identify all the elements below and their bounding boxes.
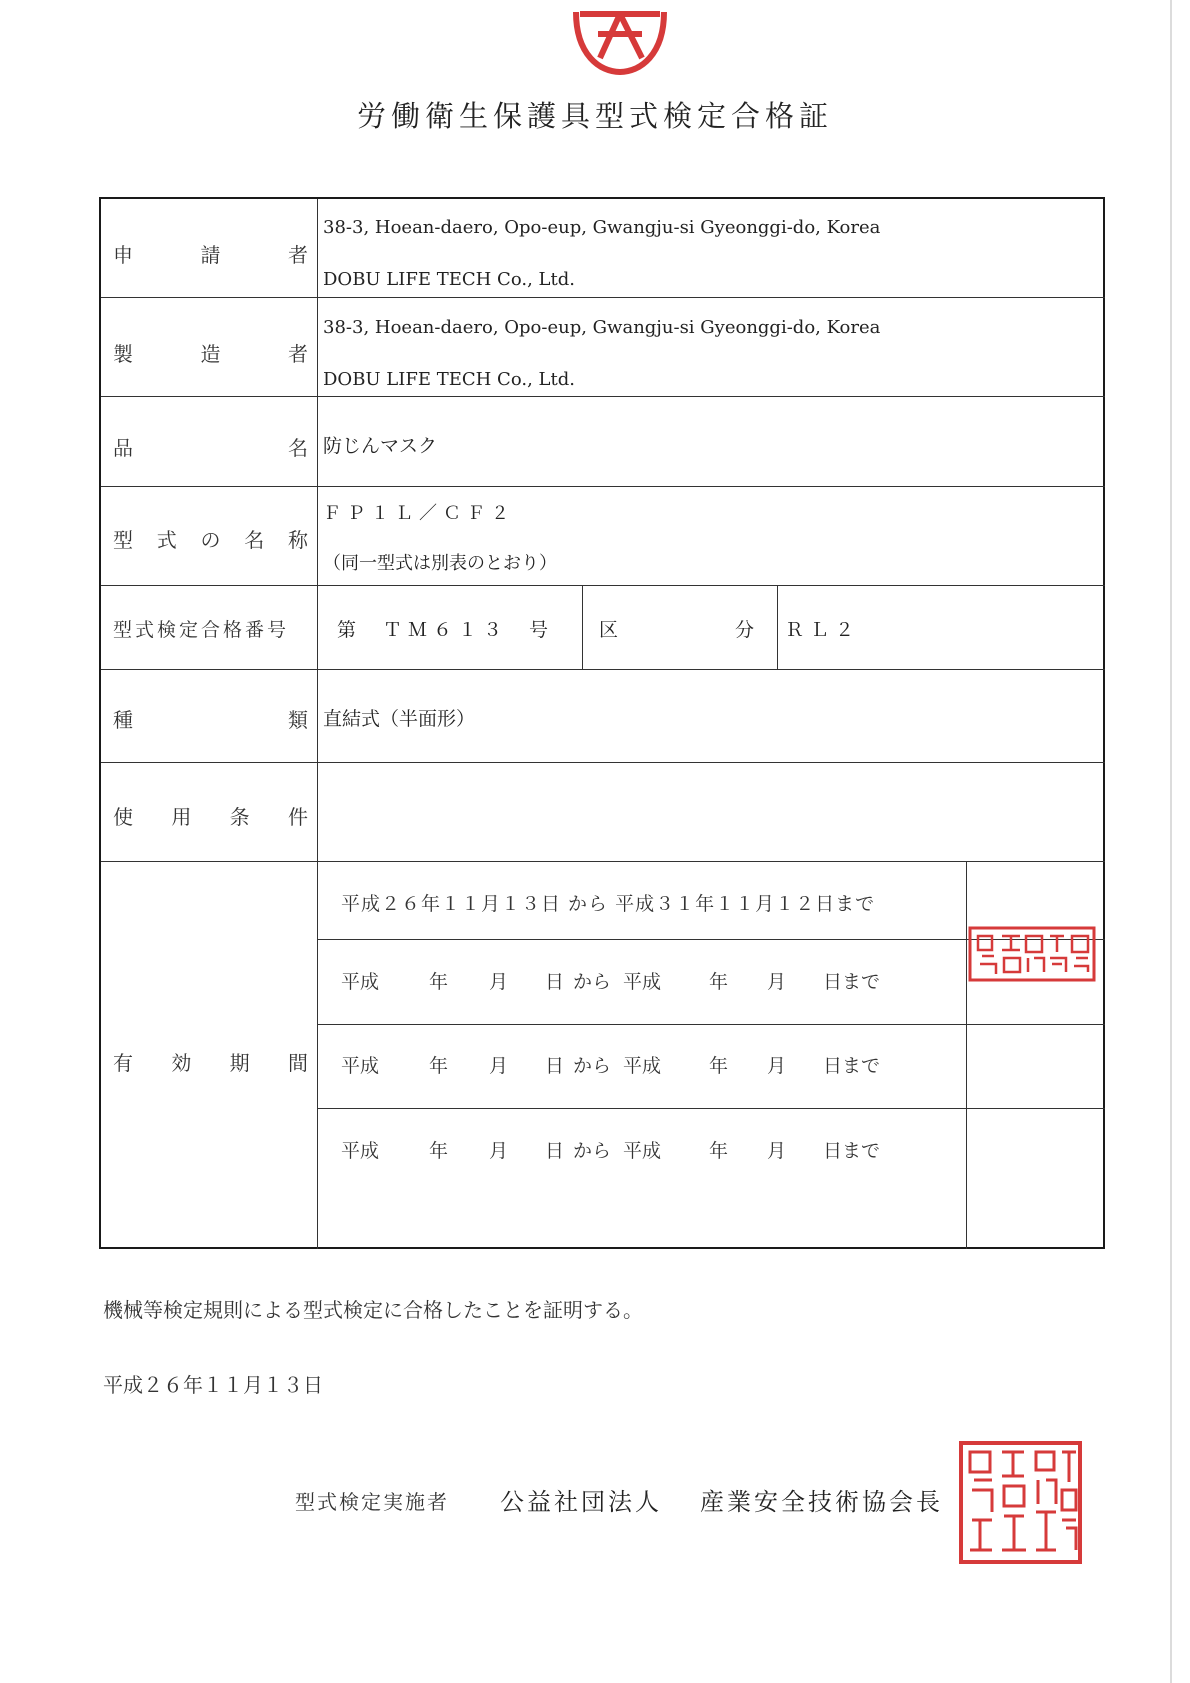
model-label: 型 式 の 名 称: [113, 528, 308, 552]
validity-row-4: 平成 年 月 日 から 平成 年 月 日まで: [341, 1140, 881, 1162]
manufacturer-company: DOBU LIFE TECH Co., Ltd.: [323, 369, 575, 390]
conditions-label: 使 用 条 件: [113, 805, 308, 829]
type-label: 種 類: [113, 708, 308, 732]
issuer-role: 型式検定実施者: [295, 1490, 449, 1514]
validity-label: 有 効 期 間: [113, 1051, 308, 1075]
approval-prefix: 第: [337, 619, 357, 641]
validity-row-1: 平成２６年１１月１３日 から 平成３１年１１月１２日まで: [341, 893, 876, 915]
manufacturer-label: 製 造 者: [113, 342, 308, 366]
top-logo-seal-icon: [570, 0, 670, 80]
approval-suffix: 号: [529, 619, 549, 641]
official-red-seal-icon: [958, 1440, 1083, 1565]
class-value: ＲＬ２: [785, 619, 861, 641]
small-red-seal-icon: [968, 926, 1096, 982]
class-label-2: 分: [735, 619, 755, 641]
page-edge-line: [1170, 0, 1172, 1683]
applicant-company: DOBU LIFE TECH Co., Ltd.: [323, 269, 575, 290]
approval-label: 型式検定合格番号: [113, 619, 290, 641]
model-note: （同一型式は別表のとおり）: [323, 553, 557, 574]
validity-row-3: 平成 年 月 日 から 平成 年 月 日まで: [341, 1055, 881, 1077]
approval-number: ＴＭ６１３: [383, 619, 509, 641]
model-name: ＦＰ１Ｌ／ＣＦ２: [323, 503, 515, 524]
class-label-1: 区: [599, 619, 619, 641]
issuer-organization: 公益社団法人: [500, 1488, 662, 1516]
validity-row-2: 平成 年 月 日 から 平成 年 月 日まで: [341, 971, 881, 993]
issue-date: 平成２６年１１月１３日: [103, 1373, 323, 1397]
certification-statement: 機械等検定規則による型式検定に合格したことを証明する。: [103, 1298, 643, 1322]
product-label: 品 名: [113, 436, 308, 460]
issuer-name: 産業安全技術協会長: [700, 1488, 943, 1516]
certificate-title: 労働衛生保護具型式検定合格証: [356, 99, 833, 133]
certificate-table: [99, 197, 1105, 1249]
applicant-address: 38-3, Hoean-daero, Opo-eup, Gwangju-si Gyeonggi-do, Korea: [323, 217, 881, 238]
applicant-label: 申 請 者: [113, 243, 308, 267]
product-name: 防じんマスク: [323, 435, 438, 457]
manufacturer-address: 38-3, Hoean-daero, Opo-eup, Gwangju-si Gyeonggi-do, Korea: [323, 317, 881, 338]
type-value: 直結式（半面形）: [323, 708, 476, 730]
